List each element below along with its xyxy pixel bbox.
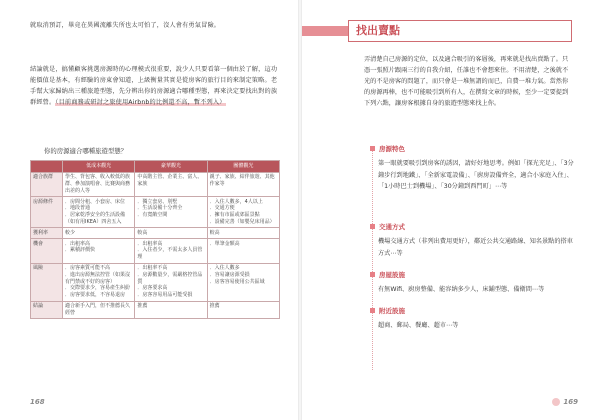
table-cell: 較高	[207, 228, 279, 239]
table-row-label: 適合族群	[31, 172, 63, 196]
table-cell: 較高	[135, 228, 207, 239]
table-cell: ．房間分租、小套房、床位 ．地段普通 ．居家乾淨安全的生活設備（如有用IKEA）四舍五入	[63, 197, 135, 228]
right-page	[302, 0, 600, 420]
left-paragraph-2	[30, 64, 280, 108]
subheading-nearby-body: 超商、郵局、餐廳、超市⋯等	[378, 322, 459, 329]
table-row-label: 結論	[31, 301, 63, 319]
table-cell: ．單筆金額高	[207, 239, 279, 263]
section-header-bar	[302, 26, 348, 36]
paragraph-2-note: （目前商務或研討之旅使用Airbnb的比例還不高，暫不列入）	[55, 99, 226, 106]
table-cell: 適合新手入門，但不推薦長久經營	[63, 301, 135, 319]
dotted-guide-line	[372, 150, 374, 370]
left-page	[0, 0, 298, 420]
table-header	[31, 161, 63, 173]
subheading-nearby: 附近設施	[370, 306, 405, 316]
table-cell: ．房客素質可能不高 ．進出房源無法控管（如果沒有門禁或不好的房客） ．交際要求少，容易產生糾紛 ．房客要求低，不容易退房	[63, 263, 135, 301]
table-header: 低成本觀光	[63, 161, 135, 173]
table-cell: ．出租率不高 ．房源數量少，需嚴格控管品質 ．房客要求高 ．房客容易用品可能受損	[135, 263, 207, 301]
table-header-row	[31, 161, 280, 173]
page-marker-icon	[552, 398, 560, 406]
table-cell: 親子、家族、結伴旅遊、其他作家等	[207, 172, 279, 196]
subheading-transport-body: 機場交通方式（非列出費用更好），鄰近公共交通路線、知名景點的搭車方式⋯等	[378, 238, 573, 257]
section-intro: 弄清楚自己房源的定位，以及適合吸引的客層後，再來就是找出賣點了。只憑一張照片跟兩三行的自我介紹，任誰也不會想來住。不用清楚，之後就不光的不是房客的問題了，而只會是一堆無謂的而已，自費一堆力氣。當然你的房源再棒，也不可能吸引到所有人，在撰寫文章的時候，至少一定要提到下列六點，讓房客根據自身的旅遊型態來找上你。	[364, 56, 569, 107]
table-row-label: 房源條件	[31, 197, 63, 228]
section-title: 找出賣點	[356, 24, 400, 37]
subheading-facilities: 房屋設施	[370, 270, 405, 280]
travel-type-comparison-table	[30, 160, 280, 319]
table-row-label: 獲利率	[31, 228, 63, 239]
table-cell: ．出租率高 ．入住者少，不需太多人員管理	[135, 239, 207, 263]
subheading-transport: 交通方式	[370, 222, 405, 232]
subheading-feature-body: 第一眼就要吸引到房客的誘因，請好好地思考。例如「探光充足」、「3分鐘步行到地鐵」、「全新家電設備」、「廚房設備齊全，適合小家庭入住」、「1小時巴士到機場」、「30分鐘到西門町」⋯等	[378, 160, 574, 190]
table-question: 你的房源適合哪種旅遊型態？	[44, 147, 128, 155]
table-header: 豪華觀光	[135, 161, 207, 173]
square-bullet-icon	[370, 224, 375, 229]
table-row-label: 風險	[31, 263, 63, 301]
table-cell: ．入住人數多，4人以上 ．交通方便 ．擁有市區或郊區景點 ．設備完善（如嬰兒床用品）	[207, 197, 279, 228]
section-header	[302, 20, 572, 42]
square-bullet-icon	[370, 308, 375, 313]
table-cell: 學生、背包客、收入較低的族群、參加演唱會、比賽與商務出差的人等	[63, 172, 135, 196]
left-paragraph-1: 就取消預訂，畢竟在異國流離失所也太可怕了，沒人會有勇氣冒險。	[30, 22, 221, 29]
table-header: 團體觀光	[207, 161, 279, 173]
table-cell: ．出租率高 ．累積評價快	[63, 239, 135, 263]
table-row	[31, 301, 280, 319]
table-row	[31, 228, 280, 239]
table-row	[31, 172, 280, 196]
square-bullet-icon	[370, 146, 375, 151]
table-cell: 推薦	[207, 301, 279, 319]
table-cell: 較少	[63, 228, 135, 239]
table-row	[31, 239, 280, 263]
table-cell: ．入住人數多 ．容易讓房源受損 ．房客容易使用公共區域	[207, 263, 279, 301]
subheading-feature: 房源特色	[370, 144, 405, 154]
page-number-left: 168	[30, 398, 45, 406]
table-cell: 中高階主管、企業主、富人、家族	[135, 172, 207, 196]
table-row	[31, 197, 280, 228]
subheading-facilities-body: 有無Wifi、廚房整備、能容納多少人，床鋪型態、備衛間⋯等	[378, 286, 545, 293]
page-number-right: 169	[552, 398, 578, 406]
square-bullet-icon	[370, 272, 375, 277]
table-row	[31, 263, 280, 301]
paragraph-2-text: 結論就是，搞懂顧客挑選房源時的心理模式很重要，說少人只要看第一個由於了解，這功能價值是基本，有經驗的房東會知道，上級衡量其實是從房客的旅行目的來制定策略。老手幫大家歸納出三種旅遊型態，先分辨出你的房源適合哪種型態，再來決定要找出對的族群經營。	[30, 66, 278, 106]
table-cell: 推薦	[135, 301, 207, 319]
table-cell: ．獨立套房、別墅 ．生活設備十分齊全 ．有寬敞空間	[135, 197, 207, 228]
table-row-label: 機會	[31, 239, 63, 263]
